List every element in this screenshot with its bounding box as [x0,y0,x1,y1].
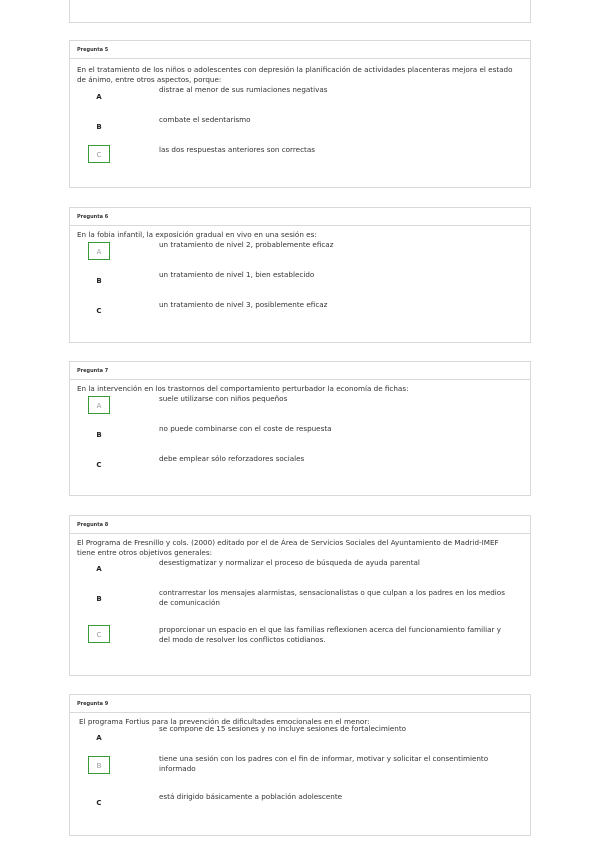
question-text: El Programa de Fresnillo y cols. (2000) editado por el de Área de Servicios Sociales del Ayuntamiento de Madrid-IMEF tiene entre otros objetivos generales: [77,538,499,557]
answer-option-c-correct[interactable] [70,145,530,175]
previous-question-card [69,0,531,23]
option-text: se compone de 15 sesiones y no incluye sesiones de fortalecimiento [159,724,407,733]
option-letter: C [96,799,102,807]
answer-option-b[interactable] [70,115,530,145]
question-header: Pregunta 8 [70,516,530,534]
option-letter-correct: A [88,242,110,260]
question-text: En el tratamiento de los niños o adolescentes con depresión la planificación de actividades placenteras mejora el estado de ánimo, entre otros aspectos, porque: [77,65,513,84]
option-letter: B [96,431,102,439]
answer-option-b[interactable] [70,270,530,300]
question-header: Pregunta 9 [70,695,530,713]
question-card-5 [69,40,531,188]
option-text: está dirigido básicamente a población adolescente [159,792,343,801]
option-letter: B [96,277,102,285]
option-text: debe emplear sólo reforzadores sociales [159,454,305,463]
answer-option-a-correct[interactable] [70,240,530,270]
question-text: El programa Fortius para la prevención de dificultades emocionales en el menor: [79,717,370,726]
option-letter-correct: B [88,756,110,774]
answer-option-a-correct[interactable] [70,394,530,424]
question-card-9 [69,694,531,836]
option-text: un tratamiento de nivel 3, posiblemente eficaz [159,300,328,309]
question-header: Pregunta 5 [70,41,530,59]
answer-option-c[interactable] [70,454,530,484]
option-text: no puede combinarse con el coste de respuesta [159,424,332,433]
option-letter: A [96,93,102,101]
question-header: Pregunta 7 [70,362,530,380]
question-card-6 [69,207,531,343]
answer-option-b-correct[interactable] [70,754,530,794]
question-header: Pregunta 6 [70,208,530,226]
answer-option-c[interactable] [70,300,530,330]
question-card-8 [69,515,531,676]
question-text: En la fobia infantil, la exposición gradual en vivo en una sesión es: [77,230,317,239]
option-text: combate el sedentarismo [159,115,251,124]
answer-option-c[interactable] [70,794,530,824]
answer-option-a[interactable] [70,558,530,588]
question-card-7 [69,361,531,496]
option-text: suele utilizarse con niños pequeños [159,394,288,403]
option-letter: C [96,307,102,315]
option-text: tiene una sesión con los padres con el fin de informar, motivar y solicitar el consentimiento informado [159,754,489,773]
option-text: distrae al menor de sus rumiaciones negativas [159,85,328,94]
option-text: un tratamiento de nivel 1, bien establecido [159,270,315,279]
option-text: un tratamiento de nivel 2, probablemente eficaz [159,240,334,249]
question-text: En la intervención en los trastornos del comportamiento perturbador la economía de fichas: [77,384,409,393]
option-text: desestigmatizar y normalizar el proceso de búsqueda de ayuda parental [159,558,420,567]
option-letter: A [96,565,102,573]
option-letter: B [96,123,102,131]
answer-option-b[interactable] [70,588,530,625]
option-letter: A [96,734,102,742]
answer-option-a[interactable] [70,85,530,115]
option-letter-correct: C [88,145,110,163]
answer-option-a[interactable] [70,724,530,757]
option-letter-correct: A [88,396,110,414]
option-letter-correct: C [88,625,110,643]
answer-option-c-correct[interactable] [70,625,530,655]
option-text: contrarrestar los mensajes alarmistas, sensacionalistas o que culpan a los padres en los medios de comunicación [159,588,505,607]
option-letter: B [96,595,102,603]
option-letter: C [96,461,102,469]
option-text: las dos respuestas anteriores son correctas [159,145,316,154]
answer-option-b[interactable] [70,424,530,454]
option-text: proporcionar un espacio en el que las familias reflexionen acerca del funcionamiento familiar y del modo de resolver los conflictos cotidianos. [159,625,502,644]
